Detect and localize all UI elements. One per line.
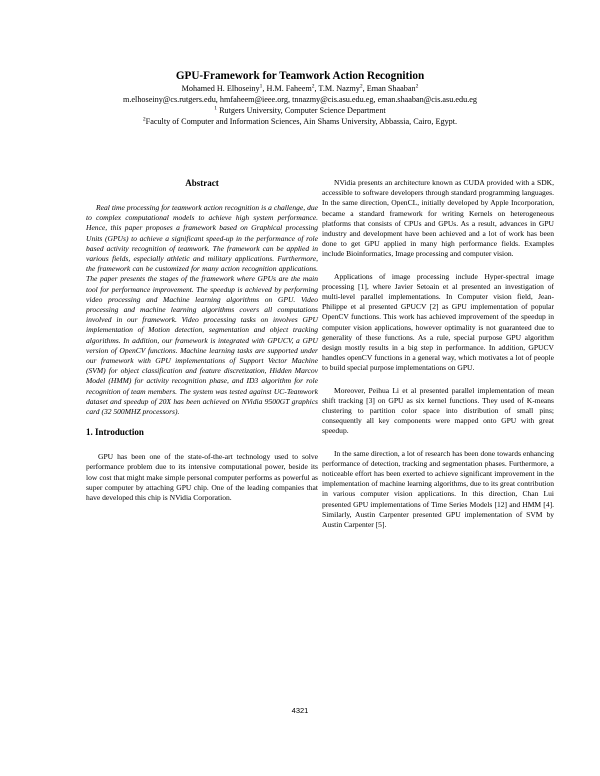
abstract-heading: Abstract (185, 178, 219, 188)
body-paragraph: Applications of image processing include Hyper-spectral image processing [1], where Javier Setoain et al presented an investigation of multi-level parallel implementations. In Computer vision field, Jean-Philippe et al presented GPUCV [2] as GPU implementation of popular OpenCV functions. This work has achieved improvement of the speedup in computer vision applications, however optimality is not guaranteed due to generality of these functions. As a rule, special purpose GPU algorithm design mostly results in a big step in performance. In addition, GPUCV handles openCV functions in a general way, which motivates a lot of people to build special purpose implementations on GPU. (322, 271, 554, 373)
author-affiliation-mark: 2 (311, 83, 315, 90)
author-name: Eman Shaaban (366, 84, 416, 93)
author-affiliation-mark: 1 (259, 83, 263, 90)
intro-paragraph: GPU has been one of the state-of-the-art technology used to solve performance problem due to its intensive computational power, beside its low cost that might make simple personal computer performs as powerful as super computer by attaching GPU chip. One of the leading companies that have developed this chip is NVidia Corporation. (86, 452, 318, 503)
author-list: Mohamed H. Elhoseiny$^1$, H.M. Faheem$^2$, T.M. Nazmy$^2$, Eman Shaaban$^2$ (181, 83, 419, 93)
author-name: Mohamed H. Elhoseiny (181, 84, 260, 93)
author-affiliation-mark: 2 (359, 83, 363, 90)
affiliation-1: $^1$ Rutgers University, Computer Science Department (214, 105, 386, 115)
left-column (86, 178, 318, 515)
affiliation-2: $^2$Faculty of Computer and Information Sciences, Ain Shams University, Abbassia, Cairo, Egypt. (142, 116, 458, 126)
right-column (322, 178, 554, 542)
abstract-text: Real time processing for teamwork action recognition is a challenge, due to complex computational models to achieve high system performance. Hence, this paper proposes a framework based on Graphical processing Units (GPUs) to achieve a significant speed-up in the performance of role based activity recognition of teamwork. The framework can be applied in various fields, especially athletic and military applications. Furthermore, the framework can be customized for many action recognition applications. The paper presents the stages of the framework where GPUs are the main tool for performance improvement. The speedup is achieved by performing video processing and Machine learning algorithms on GPU. Video processing and machine learning algorithms covers all computations involved in our framework. Video processing tasks on involves GPU implementation of Motion detection, segmentation and object tracking algorithms. In addition, our framework is integrated with GPUCV, a GPU version of OpenCV functions. Machine learning tasks are supported under our framework with GPU implementations of Support Vector Machine (SVM) for object classification and feature discretization, Hidden Marcov Model (HMM) for activity recognition phase, and ID3 algorithm for role recognition of team members. The system was tested against UC-Teamwork dataset and speedup of 20X has been achieved on NVidia 9500GT graphics card (32 500MHZ processors). (86, 203, 318, 417)
author-name: H.M. Faheem (266, 84, 312, 93)
paper-title: GPU-Framework for Teamwork Action Recognition (175, 70, 425, 82)
author-affiliation-mark: 2 (415, 83, 419, 90)
paper-header (40, 70, 560, 127)
body-paragraph: In the same direction, a lot of research has been done towards enhancing performance of detection, tracking and segmentation phases. Furthermore, a noticeable effort has been exerted to achieve significant improvement in the implementation of machine learning algorithms, due to its great contribution in various computer vision applications. In this direction, Chan Lui presented GPU implementations of Time Series Models [12] and HMM [4]. Similarly, Austin Carpenter presented GPU implementation of SVM by Austin Carpenter [5]. (322, 448, 554, 530)
section-heading-introduction: 1. Introduction (86, 427, 144, 438)
body-paragraph: Moreover, Peihua Li et al presented parallel implementation of mean shift tracking [3] on GPU as six kernel functions. They used of K-means clustering to partition color space into distribution of small pins; consequently all key components were mapped onto GPU with great speedup. (322, 385, 554, 436)
page-number: 4321 (291, 706, 309, 715)
author-name: T.M. Nazmy (318, 84, 360, 93)
author-emails: m.elhoseiny@cs.rutgers.edu, hmfaheem@ieee.org, tnnazmy@cis.asu.edu.eg, eman.shaaban@cis.asu.edu.eg (123, 95, 477, 104)
body-paragraph: NVidia presents an architecture known as CUDA provided with a SDK, accessible to software developers through standard programming languages. In the same direction, OpenCL, initially developed by Apple Incorporation, became a standard framework for writing Kernels on heterogeneous platforms that consists of CPUs and GPUs. As a result, advances in GPU industry and development have been achieved and a lot of work has been done to get GPU applied in many high performance fields. Examples include Bioinformatics, Image processing and computer vision. (322, 178, 554, 259)
